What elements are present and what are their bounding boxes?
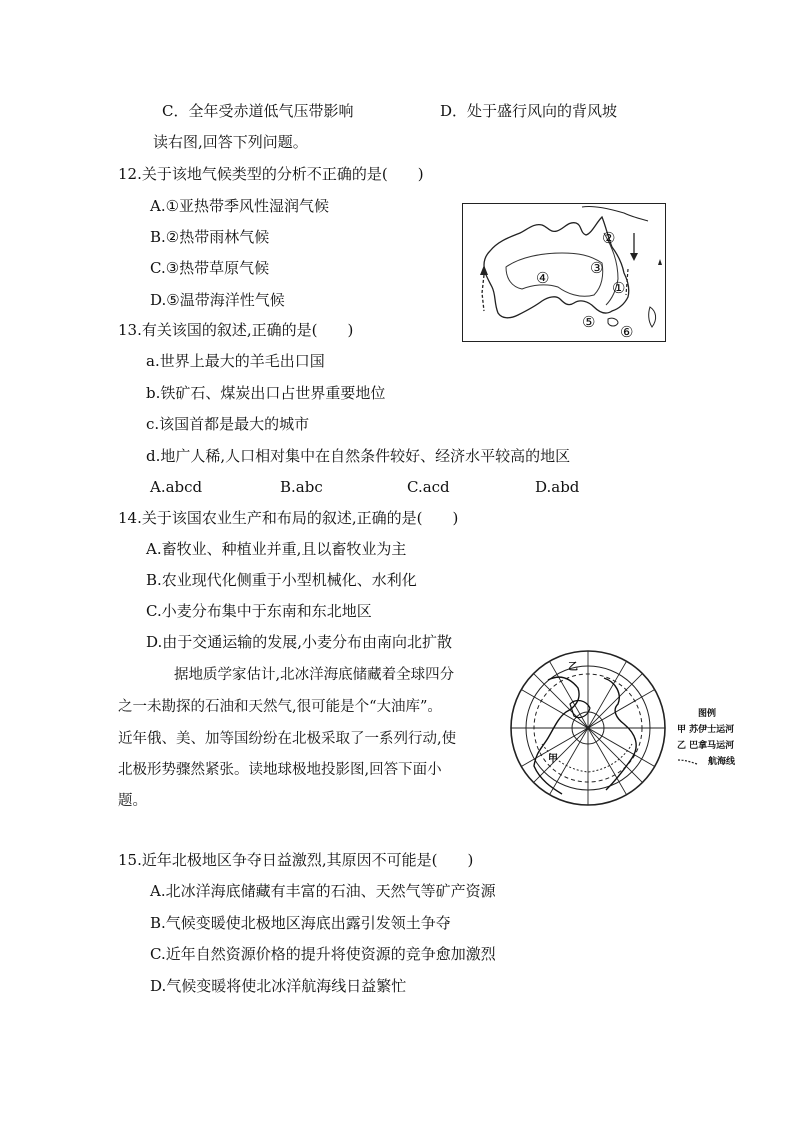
q15-option-a: A.北冰洋海底储藏有丰富的石油、天然气等矿产资源 xyxy=(150,882,496,900)
legend-item-jia: 甲 苏伊士运河 xyxy=(677,725,735,735)
legend-item-route: 航海线 xyxy=(708,757,736,767)
mark-yi: 乙 xyxy=(568,662,578,673)
map-label-1: ① xyxy=(612,279,626,297)
q15-stem: 15.近年北极地区争夺日益激烈,其原因不可能是( ) xyxy=(118,851,474,869)
q15-option-b: B.气候变暖使北极地区海底出露引发领土争夺 xyxy=(150,914,451,932)
q12-option-d: D.⑤温带海洋性气候 xyxy=(150,291,285,309)
q13-statement-d: d.地广人稀,人口相对集中在自然条件较好、经济水平较高的地区 xyxy=(146,447,571,465)
passage-line-5: 题。 xyxy=(118,793,147,809)
q13-statement-a: a.世界上最大的羊毛出口国 xyxy=(146,352,325,370)
map-label-2: ② xyxy=(602,229,616,247)
q13-option-c: C.acd xyxy=(407,478,450,496)
passage-line-4: 北极形势骤然紧张。读地球极地投影图,回答下面小 xyxy=(118,762,442,778)
q11-option-d: D．处于盛行风向的背风坡 xyxy=(440,102,618,120)
q13-option-b: B.abc xyxy=(280,478,323,496)
q13-stem: 13.有关该国的叙述,正确的是( ) xyxy=(118,321,354,339)
q14-option-c: C.小麦分布集中于东南和东北地区 xyxy=(146,602,372,620)
q12-option-b: B.②热带雨林气候 xyxy=(150,228,270,246)
north-polar-projection-map xyxy=(508,648,668,808)
q12-stem: 12.关于该地气候类型的分析不正确的是( ) xyxy=(118,165,424,183)
legend-item-yi: 乙 巴拿马运河 xyxy=(677,741,735,751)
continent-outline-left xyxy=(534,677,579,794)
q12-option-c: C.③热带草原气候 xyxy=(150,259,270,277)
intro-right-map: 读右图,回答下列问题。 xyxy=(153,133,308,151)
meridian-lines xyxy=(511,651,665,805)
australia-climate-map xyxy=(462,203,666,342)
q13-statement-c: c.该国首都是最大的城市 xyxy=(146,415,310,433)
q15-option-c: C.近年自然资源价格的提升将使资源的竞争愈加激烈 xyxy=(150,945,496,963)
passage-line-3: 近年俄、美、加等国纷纷在北极采取了一系列行动,使 xyxy=(118,731,457,747)
q14-option-b: B.农业现代化侧重于小型机械化、水利化 xyxy=(146,571,417,589)
map-label-3: ③ xyxy=(590,259,604,277)
q11-option-c: C．全年受赤道低气压带影响 xyxy=(162,102,354,120)
legend-route-swatch xyxy=(677,758,705,766)
legend-title: 图例 xyxy=(698,709,717,719)
q13-option-a: A.abcd xyxy=(150,478,203,496)
q12-option-a: A.①亚热带季风性湿润气候 xyxy=(150,197,330,215)
map-label-4: ④ xyxy=(536,269,550,287)
q13-statement-b: b.铁矿石、煤炭出口占世界重要地位 xyxy=(146,384,386,402)
q14-stem: 14.关于该国农业生产和布局的叙述,正确的是( ) xyxy=(118,509,459,527)
passage-line-1: 据地质学家估计,北冰洋海底储藏着全球四分 xyxy=(174,667,455,683)
q13-option-d: D.abd xyxy=(535,478,580,496)
map-label-5: ⑤ xyxy=(582,313,596,331)
map-label-6: ⑥ xyxy=(620,323,634,341)
q14-option-d: D.由于交通运输的发展,小麦分布由南向北扩散 xyxy=(146,633,453,651)
q15-option-d: D.气候变暖将使北冰洋航海线日益繁忙 xyxy=(150,977,407,995)
continent-outline-right xyxy=(604,678,636,790)
mark-jia: 甲 xyxy=(548,754,558,765)
passage-line-2: 之一未勘探的石油和天然气,很可能是个“大油库”。 xyxy=(118,699,442,715)
q14-option-a: A.畜牧业、种植业并重,且以畜牧业为主 xyxy=(146,540,407,558)
